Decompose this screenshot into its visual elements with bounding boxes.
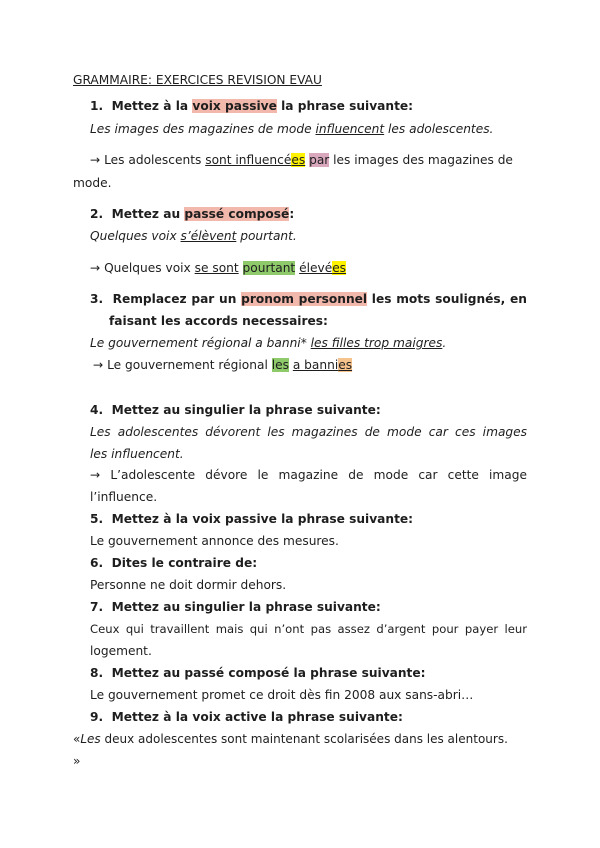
exercise-number: 6. — [90, 556, 104, 570]
highlight: es — [291, 153, 306, 167]
sentence-text: Le gouvernement régional a banni* — [90, 336, 311, 350]
exercise-3-answer — [93, 356, 352, 374]
answer-text: les images des magazines de — [329, 153, 513, 167]
instruction-text: Remplacez par un — [112, 292, 242, 306]
exercise-4-answer: → L’adolescente dévore le magazine de mode car cette image — [90, 468, 527, 482]
exercise-1-answer — [90, 151, 513, 169]
exercise-3-instruction-cont: faisant les accords necessaires: — [109, 314, 328, 328]
underlined-word: élevé — [299, 261, 333, 275]
answer-text: Quelques voix — [100, 261, 195, 275]
exercise-6-instruction — [90, 554, 257, 572]
exercise-9-instruction — [90, 708, 403, 726]
answer-text: Le gouvernement régional — [103, 358, 272, 372]
exercise-5-sentence: Le gouvernement annonce des mesures. — [90, 534, 339, 548]
instruction-text: Mettez à la voix active la phrase suivante: — [111, 710, 403, 724]
instruction-text: Mettez au — [111, 207, 185, 221]
highlight: pronom personnel — [241, 292, 368, 306]
exercise-2-sentence — [90, 227, 297, 245]
underlined-word: les filles trop maigres — [310, 336, 443, 350]
sentence-text: Quelques voix — [90, 229, 181, 243]
highlight: passé composé — [184, 207, 290, 221]
exercise-4-sentence-cont: les influencent. — [90, 447, 184, 461]
instruction-text: la phrase suivante: — [276, 99, 414, 113]
sentence-text: Les images des magazines de mode — [90, 122, 316, 136]
exercise-number: 3. — [90, 292, 104, 306]
exercise-7-instruction — [90, 598, 381, 616]
highlight: voix passive — [192, 99, 277, 113]
highlight: par — [309, 153, 330, 167]
exercise-number: 2. — [90, 207, 104, 221]
arrow-icon: → — [90, 153, 101, 167]
highlight: les — [271, 358, 289, 372]
exercise-9-sentence-cont: » — [73, 754, 81, 768]
arrow-icon: → — [90, 261, 101, 275]
exercise-5-instruction — [90, 510, 413, 528]
exercise-1-sentence — [90, 120, 493, 138]
exercise-number: 5. — [90, 512, 104, 526]
highlight: pourtant — [242, 261, 296, 275]
exercise-2-instruction — [90, 205, 294, 223]
exercise-1-instruction — [90, 97, 413, 115]
highlight: es — [338, 358, 353, 372]
page-title: GRAMMAIRE: EXERCICES REVISION EVAU — [73, 73, 322, 87]
instruction-text: : — [289, 207, 295, 221]
exercise-number: 1. — [90, 99, 104, 113]
instruction-text: Dites le contraire de: — [111, 556, 258, 570]
exercise-6-sentence: Personne ne doit dormir dehors. — [90, 578, 287, 592]
sentence-text: les adolescentes. — [384, 122, 494, 136]
exercise-4-answer-cont: l’influence. — [90, 490, 158, 504]
exercise-3-instruction — [90, 290, 527, 308]
exercise-4-instruction — [90, 401, 381, 419]
exercise-7-sentence-cont: logement. — [90, 644, 152, 658]
underlined-word: a banni — [292, 358, 339, 372]
highlight: es — [332, 261, 347, 275]
exercise-1-answer-cont: mode. — [73, 176, 112, 190]
answer-text: Les adolescents — [100, 153, 206, 167]
exercise-8-instruction — [90, 664, 426, 682]
arrow-icon: → — [93, 358, 104, 372]
instruction-text: Mettez au singulier la phrase suivante: — [111, 600, 381, 614]
instruction-text: Mettez à la — [111, 99, 193, 113]
exercise-7-sentence: Ceux qui travaillent mais qui n’ont pas assez d’argent pour payer leur — [90, 622, 527, 636]
spacer — [239, 261, 243, 275]
underlined-word: influencent — [315, 122, 385, 136]
exercise-4-sentence: Les adolescentes dévorent les magazines de mode car ces images — [90, 425, 527, 439]
underlined-word: se sont — [194, 261, 239, 275]
sentence-text: . — [442, 336, 447, 350]
italic-word: Les — [80, 732, 101, 746]
exercise-number: 7. — [90, 600, 104, 614]
instruction-text: Mettez au passé composé la phrase suivante: — [111, 666, 426, 680]
exercise-9-sentence — [73, 730, 508, 748]
exercise-number: 9. — [90, 710, 104, 724]
exercise-number: 4. — [90, 403, 104, 417]
exercise-8-sentence: Le gouvernement promet ce droit dès fin 2008 aux sans-abri… — [90, 688, 474, 702]
sentence-text: pourtant. — [236, 229, 297, 243]
underlined-word: s’élèvent — [180, 229, 237, 243]
exercise-3-sentence — [90, 334, 446, 352]
exercise-number: 8. — [90, 666, 104, 680]
quote-mark: « — [73, 732, 81, 746]
instruction-text: Mettez au singulier la phrase suivante: — [111, 403, 381, 417]
underlined-word: sont influencé — [205, 153, 292, 167]
instruction-text: les mots soulignés, en — [367, 292, 527, 306]
sentence-text: deux adolescentes sont maintenant scolarisées dans les alentours. — [100, 732, 508, 746]
instruction-text: Mettez à la voix passive la phrase suivante: — [111, 512, 414, 526]
exercise-2-answer — [90, 259, 346, 277]
